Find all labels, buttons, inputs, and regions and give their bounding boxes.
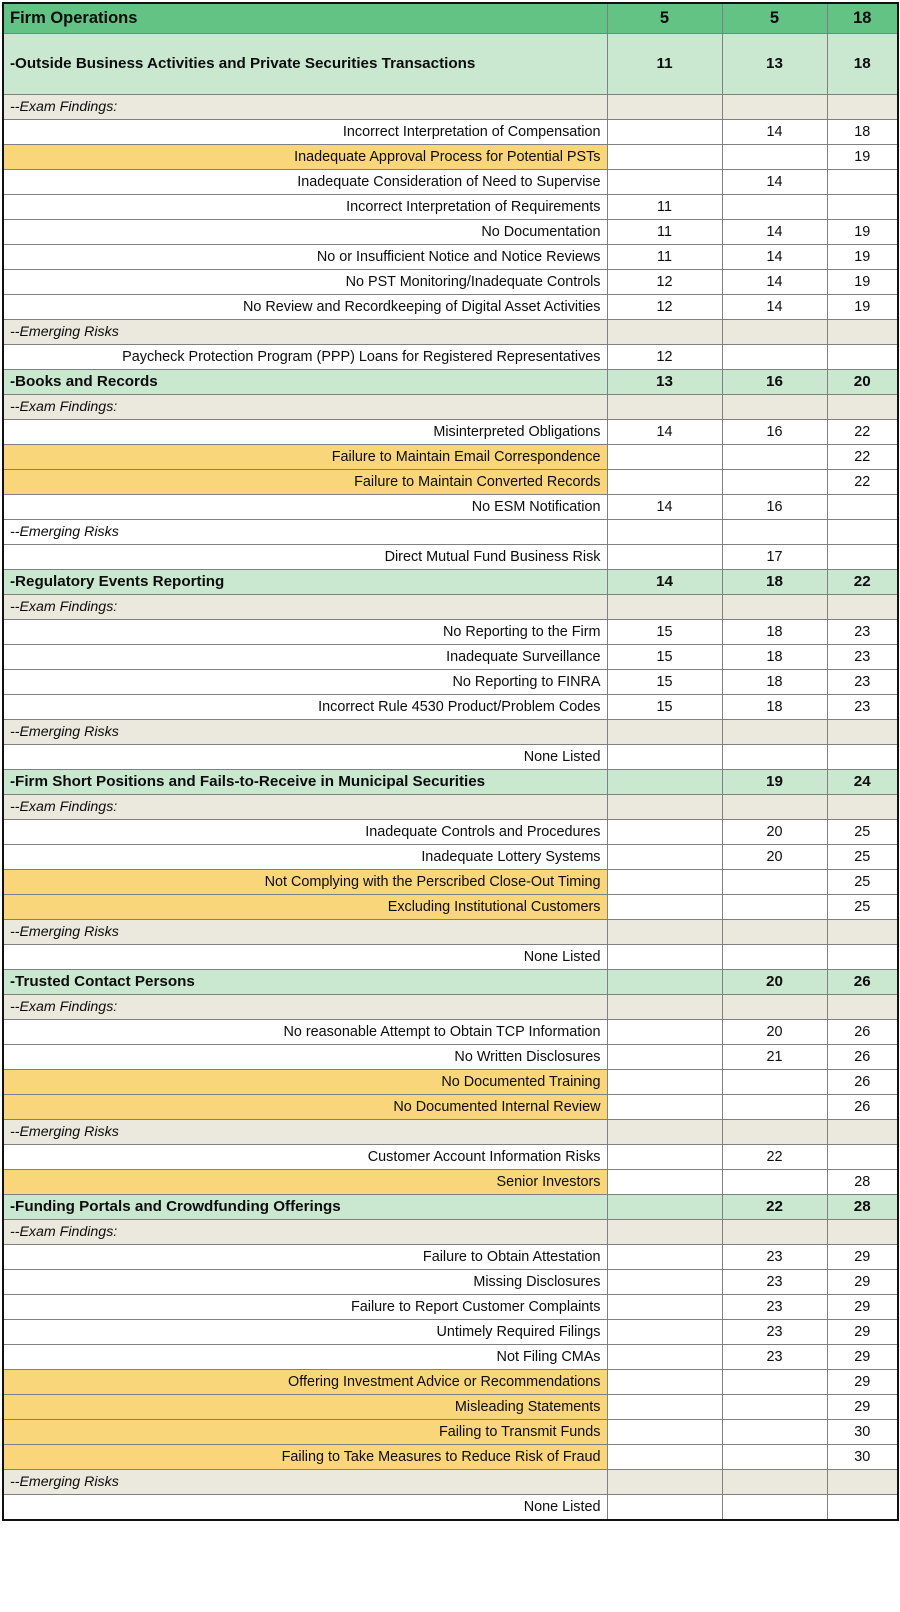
table-row[interactable] (3, 1445, 898, 1470)
page-number-cell-2[interactable] (722, 320, 827, 345)
table-header-row[interactable] (3, 3, 898, 34)
subheading-row[interactable] (3, 395, 898, 420)
row-label-cell[interactable]: No Documented Internal Review (3, 1095, 607, 1120)
page-number-cell-3[interactable]: 29 (827, 1295, 898, 1320)
page-number-cell-2[interactable]: 23 (722, 1345, 827, 1370)
row-label-cell[interactable]: Untimely Required Filings (3, 1320, 607, 1345)
subheading-row[interactable] (3, 320, 898, 345)
page-number-cell-2[interactable] (722, 720, 827, 745)
row-label-cell[interactable]: --Exam Findings: (3, 95, 607, 120)
page-number-cell-1[interactable]: 13 (607, 370, 722, 395)
table-row[interactable] (3, 170, 898, 195)
page-number-cell-3[interactable]: 23 (827, 695, 898, 720)
page-number-cell-3[interactable] (827, 1470, 898, 1495)
page-number-cell-1[interactable] (607, 745, 722, 770)
page-number-cell-3[interactable] (827, 345, 898, 370)
subheading-row[interactable] (3, 995, 898, 1020)
page-number-cell-3[interactable]: 28 (827, 1170, 898, 1195)
page-number-cell-3[interactable] (827, 395, 898, 420)
page-number-cell-2[interactable] (722, 895, 827, 920)
page-number-cell-1[interactable]: 5 (607, 3, 722, 34)
page-number-cell-3[interactable] (827, 1495, 898, 1521)
page-number-cell-1[interactable] (607, 320, 722, 345)
page-number-cell-1[interactable] (607, 895, 722, 920)
page-number-cell-1[interactable]: 15 (607, 695, 722, 720)
page-number-cell-2[interactable]: 18 (722, 570, 827, 595)
row-label-cell[interactable]: -Regulatory Events Reporting (3, 570, 607, 595)
page-number-cell-3[interactable]: 18 (827, 120, 898, 145)
page-number-cell-1[interactable] (607, 1120, 722, 1145)
page-number-cell-1[interactable] (607, 1145, 722, 1170)
page-number-cell-1[interactable]: 12 (607, 270, 722, 295)
page-number-cell-1[interactable] (607, 945, 722, 970)
row-label-cell[interactable]: Excluding Institutional Customers (3, 895, 607, 920)
page-number-cell-2[interactable]: 19 (722, 770, 827, 795)
row-label-cell[interactable]: --Exam Findings: (3, 395, 607, 420)
row-label-cell[interactable]: -Funding Portals and Crowdfunding Offerings (3, 1195, 607, 1220)
page-number-cell-1[interactable]: 12 (607, 295, 722, 320)
row-label-cell[interactable]: None Listed (3, 1495, 607, 1521)
page-number-cell-1[interactable] (607, 545, 722, 570)
page-number-cell-2[interactable] (722, 795, 827, 820)
table-body (3, 3, 898, 1520)
page-number-cell-1[interactable] (607, 1470, 722, 1495)
table-row[interactable] (3, 545, 898, 570)
page-number-cell-3[interactable]: 26 (827, 1070, 898, 1095)
page-number-cell-2[interactable]: 18 (722, 620, 827, 645)
page-number-cell-2[interactable]: 23 (722, 1245, 827, 1270)
subheading-row[interactable] (3, 520, 898, 545)
page-number-cell-2[interactable]: 14 (722, 170, 827, 195)
page-number-cell-1[interactable]: 11 (607, 245, 722, 270)
page-number-cell-2[interactable] (722, 1420, 827, 1445)
row-label-cell[interactable]: No Written Disclosures (3, 1045, 607, 1070)
row-label-cell[interactable]: No Review and Recordkeeping of Digital Asset Activities (3, 295, 607, 320)
page-number-cell-1[interactable]: 15 (607, 620, 722, 645)
row-label-cell[interactable]: No ESM Notification (3, 495, 607, 520)
table-row[interactable] (3, 145, 898, 170)
page-number-cell-1[interactable]: 15 (607, 645, 722, 670)
table-row[interactable] (3, 345, 898, 370)
table-row[interactable] (3, 1270, 898, 1295)
row-label-cell[interactable]: Incorrect Rule 4530 Product/Problem Codes (3, 695, 607, 720)
row-label-cell[interactable]: No Reporting to FINRA (3, 670, 607, 695)
page-number-cell-3[interactable]: 29 (827, 1395, 898, 1420)
page-number-cell-2[interactable]: 21 (722, 1045, 827, 1070)
row-label-cell[interactable]: -Books and Records (3, 370, 607, 395)
page-number-cell-3[interactable] (827, 520, 898, 545)
page-number-cell-2[interactable]: 5 (722, 3, 827, 34)
table-row[interactable] (3, 1370, 898, 1395)
table-row[interactable] (3, 1170, 898, 1195)
page-number-cell-3[interactable]: 18 (827, 34, 898, 95)
page-number-cell-2[interactable] (722, 1470, 827, 1495)
page-number-cell-2[interactable] (722, 520, 827, 545)
table-row[interactable] (3, 1295, 898, 1320)
row-label-cell[interactable]: No or Insufficient Notice and Notice Reviews (3, 245, 607, 270)
page-number-cell-1[interactable] (607, 770, 722, 795)
section-row[interactable] (3, 34, 898, 95)
page-number-cell-3[interactable]: 22 (827, 445, 898, 470)
page-number-cell-3[interactable] (827, 795, 898, 820)
row-label-cell[interactable]: --Emerging Risks (3, 520, 607, 545)
row-label-cell[interactable]: Failure to Obtain Attestation (3, 1245, 607, 1270)
page-number-cell-2[interactable]: 22 (722, 1145, 827, 1170)
subheading-row[interactable] (3, 95, 898, 120)
page-number-cell-2[interactable]: 14 (722, 295, 827, 320)
page-number-cell-1[interactable]: 12 (607, 345, 722, 370)
page-number-cell-3[interactable]: 26 (827, 1095, 898, 1120)
row-label-cell[interactable]: None Listed (3, 945, 607, 970)
page-number-cell-3[interactable]: 22 (827, 470, 898, 495)
page-number-cell-3[interactable]: 25 (827, 820, 898, 845)
table-row[interactable] (3, 1045, 898, 1070)
page-number-cell-2[interactable] (722, 1220, 827, 1245)
row-label-cell[interactable]: Not Complying with the Perscribed Close-Out Timing (3, 870, 607, 895)
row-label-cell[interactable]: Missing Disclosures (3, 1270, 607, 1295)
page-number-cell-2[interactable]: 20 (722, 820, 827, 845)
page-number-cell-3[interactable]: 29 (827, 1245, 898, 1270)
page-number-cell-3[interactable]: 29 (827, 1345, 898, 1370)
table-row[interactable] (3, 1345, 898, 1370)
page-number-cell-2[interactable]: 16 (722, 370, 827, 395)
page-number-cell-1[interactable] (607, 395, 722, 420)
page-number-cell-3[interactable]: 25 (827, 845, 898, 870)
page-number-cell-1[interactable] (607, 970, 722, 995)
page-number-cell-3[interactable]: 26 (827, 1020, 898, 1045)
section-row[interactable] (3, 970, 898, 995)
table-row[interactable] (3, 445, 898, 470)
page-number-cell-3[interactable] (827, 320, 898, 345)
page-number-cell-2[interactable] (722, 1120, 827, 1145)
page-number-cell-1[interactable] (607, 1220, 722, 1245)
page-number-cell-3[interactable]: 29 (827, 1270, 898, 1295)
page-number-cell-3[interactable]: 28 (827, 1195, 898, 1220)
row-label-cell[interactable]: --Exam Findings: (3, 595, 607, 620)
page-number-cell-1[interactable] (607, 170, 722, 195)
page-number-cell-1[interactable] (607, 1020, 722, 1045)
table-row[interactable] (3, 420, 898, 445)
page-number-cell-1[interactable] (607, 1395, 722, 1420)
page-number-cell-3[interactable]: 18 (827, 3, 898, 34)
page-number-cell-3[interactable] (827, 920, 898, 945)
page-number-cell-1[interactable] (607, 1495, 722, 1521)
row-label-cell[interactable]: Inadequate Consideration of Need to Supervise (3, 170, 607, 195)
table-row[interactable] (3, 1095, 898, 1120)
row-label-cell[interactable]: Senior Investors (3, 1170, 607, 1195)
page-number-cell-2[interactable]: 13 (722, 34, 827, 95)
page-number-cell-1[interactable] (607, 1295, 722, 1320)
subheading-row[interactable] (3, 720, 898, 745)
page-number-cell-2[interactable] (722, 1370, 827, 1395)
page-number-cell-3[interactable] (827, 1145, 898, 1170)
page-number-cell-1[interactable] (607, 995, 722, 1020)
page-number-cell-3[interactable]: 29 (827, 1370, 898, 1395)
page-number-cell-2[interactable]: 18 (722, 670, 827, 695)
page-number-cell-2[interactable] (722, 95, 827, 120)
section-row[interactable] (3, 370, 898, 395)
page-number-cell-2[interactable] (722, 145, 827, 170)
page-number-cell-3[interactable]: 23 (827, 670, 898, 695)
page-number-cell-1[interactable] (607, 445, 722, 470)
row-label-cell[interactable]: Customer Account Information Risks (3, 1145, 607, 1170)
row-label-cell[interactable]: Direct Mutual Fund Business Risk (3, 545, 607, 570)
row-label-cell[interactable]: Failure to Maintain Email Correspondence (3, 445, 607, 470)
page-number-cell-3[interactable] (827, 595, 898, 620)
page-number-cell-3[interactable] (827, 945, 898, 970)
page-number-cell-1[interactable]: 11 (607, 220, 722, 245)
page-number-cell-2[interactable]: 20 (722, 1020, 827, 1045)
table-row[interactable] (3, 1495, 898, 1521)
page-number-cell-2[interactable]: 14 (722, 120, 827, 145)
page-number-cell-1[interactable] (607, 1445, 722, 1470)
page-number-cell-3[interactable]: 26 (827, 970, 898, 995)
page-number-cell-3[interactable] (827, 995, 898, 1020)
table-row[interactable] (3, 120, 898, 145)
table-row[interactable] (3, 295, 898, 320)
page-number-cell-3[interactable] (827, 170, 898, 195)
table-row[interactable] (3, 895, 898, 920)
table-row[interactable] (3, 245, 898, 270)
row-label-cell[interactable]: Firm Operations (3, 3, 607, 34)
page-number-cell-3[interactable]: 19 (827, 295, 898, 320)
page-number-cell-1[interactable] (607, 1070, 722, 1095)
page-number-cell-3[interactable] (827, 495, 898, 520)
row-label-cell[interactable]: --Emerging Risks (3, 320, 607, 345)
page-number-cell-1[interactable] (607, 95, 722, 120)
table-row[interactable] (3, 470, 898, 495)
page-number-cell-2[interactable]: 16 (722, 420, 827, 445)
table-row[interactable] (3, 1420, 898, 1445)
row-label-cell[interactable]: No PST Monitoring/Inadequate Controls (3, 270, 607, 295)
section-row[interactable] (3, 1195, 898, 1220)
page-number-cell-1[interactable] (607, 595, 722, 620)
page-number-cell-2[interactable]: 23 (722, 1295, 827, 1320)
page-number-cell-1[interactable] (607, 820, 722, 845)
page-number-cell-2[interactable] (722, 445, 827, 470)
page-number-cell-2[interactable] (722, 870, 827, 895)
page-number-cell-1[interactable] (607, 720, 722, 745)
row-label-cell[interactable]: Misinterpreted Obligations (3, 420, 607, 445)
page-number-cell-1[interactable]: 14 (607, 495, 722, 520)
page-number-cell-1[interactable]: 11 (607, 195, 722, 220)
row-label-cell[interactable]: Offering Investment Advice or Recommendations (3, 1370, 607, 1395)
row-label-cell[interactable]: Incorrect Interpretation of Compensation (3, 120, 607, 145)
page-number-cell-3[interactable] (827, 195, 898, 220)
table-row[interactable] (3, 620, 898, 645)
page-number-cell-3[interactable] (827, 1120, 898, 1145)
table-row[interactable] (3, 1020, 898, 1045)
row-label-cell[interactable]: Incorrect Interpretation of Requirements (3, 195, 607, 220)
page-number-cell-1[interactable] (607, 1095, 722, 1120)
table-row[interactable] (3, 195, 898, 220)
table-row[interactable] (3, 670, 898, 695)
page-number-cell-3[interactable]: 19 (827, 145, 898, 170)
page-number-cell-2[interactable] (722, 1445, 827, 1470)
row-label-cell[interactable]: Failure to Maintain Converted Records (3, 470, 607, 495)
subheading-row[interactable] (3, 595, 898, 620)
page-number-cell-2[interactable]: 20 (722, 970, 827, 995)
section-row[interactable] (3, 770, 898, 795)
row-label-cell[interactable]: -Trusted Contact Persons (3, 970, 607, 995)
page-number-cell-1[interactable] (607, 145, 722, 170)
row-label-cell[interactable]: Inadequate Surveillance (3, 645, 607, 670)
page-number-cell-2[interactable] (722, 945, 827, 970)
row-label-cell[interactable]: --Exam Findings: (3, 795, 607, 820)
table-row[interactable] (3, 695, 898, 720)
table-row[interactable] (3, 1245, 898, 1270)
table-row[interactable] (3, 1395, 898, 1420)
page-number-cell-1[interactable] (607, 1245, 722, 1270)
page-number-cell-2[interactable] (722, 995, 827, 1020)
page-number-cell-1[interactable] (607, 870, 722, 895)
page-number-cell-2[interactable] (722, 1170, 827, 1195)
page-number-cell-2[interactable] (722, 745, 827, 770)
row-label-cell[interactable]: Not Filing CMAs (3, 1345, 607, 1370)
row-label-cell[interactable]: --Emerging Risks (3, 720, 607, 745)
page-number-cell-3[interactable]: 19 (827, 270, 898, 295)
table-row[interactable] (3, 870, 898, 895)
table-row[interactable] (3, 845, 898, 870)
table-row[interactable] (3, 1070, 898, 1095)
page-number-cell-3[interactable]: 23 (827, 645, 898, 670)
row-label-cell[interactable]: -Outside Business Activities and Private Securities Transactions (3, 34, 607, 95)
page-number-cell-2[interactable] (722, 395, 827, 420)
page-number-cell-2[interactable] (722, 195, 827, 220)
row-label-cell[interactable]: --Exam Findings: (3, 1220, 607, 1245)
page-number-cell-1[interactable]: 11 (607, 34, 722, 95)
page-number-cell-1[interactable] (607, 1195, 722, 1220)
page-number-cell-2[interactable] (722, 1070, 827, 1095)
page-number-cell-3[interactable] (827, 545, 898, 570)
page-number-cell-2[interactable]: 18 (722, 695, 827, 720)
page-number-cell-2[interactable] (722, 920, 827, 945)
page-number-cell-3[interactable]: 24 (827, 770, 898, 795)
page-number-cell-1[interactable] (607, 920, 722, 945)
row-label-cell[interactable]: No Reporting to the Firm (3, 620, 607, 645)
row-label-cell[interactable]: --Emerging Risks (3, 1120, 607, 1145)
page-number-cell-1[interactable] (607, 1320, 722, 1345)
row-label-cell[interactable]: Misleading Statements (3, 1395, 607, 1420)
row-label-cell[interactable]: Inadequate Lottery Systems (3, 845, 607, 870)
row-label-cell[interactable]: --Emerging Risks (3, 920, 607, 945)
table-row[interactable] (3, 1320, 898, 1345)
page-number-cell-1[interactable] (607, 470, 722, 495)
page-number-cell-2[interactable]: 14 (722, 220, 827, 245)
page-number-cell-3[interactable]: 25 (827, 870, 898, 895)
page-number-cell-1[interactable]: 14 (607, 420, 722, 445)
page-number-cell-2[interactable] (722, 470, 827, 495)
row-label-cell[interactable]: Inadequate Controls and Procedures (3, 820, 607, 845)
page-number-cell-2[interactable]: 14 (722, 245, 827, 270)
page-number-cell-1[interactable]: 15 (607, 670, 722, 695)
page-number-cell-3[interactable] (827, 1220, 898, 1245)
row-label-cell[interactable]: --Emerging Risks (3, 1470, 607, 1495)
page-number-cell-1[interactable] (607, 520, 722, 545)
table-row[interactable] (3, 220, 898, 245)
page-number-cell-3[interactable] (827, 95, 898, 120)
page-number-cell-1[interactable] (607, 845, 722, 870)
page-number-cell-2[interactable]: 23 (722, 1270, 827, 1295)
page-number-cell-2[interactable]: 23 (722, 1320, 827, 1345)
page-number-cell-3[interactable]: 25 (827, 895, 898, 920)
page-number-cell-1[interactable]: 14 (607, 570, 722, 595)
page-number-cell-1[interactable] (607, 1370, 722, 1395)
row-label-cell[interactable]: Failure to Report Customer Complaints (3, 1295, 607, 1320)
page-number-cell-2[interactable] (722, 1095, 827, 1120)
subheading-row[interactable] (3, 1120, 898, 1145)
row-label-cell[interactable]: None Listed (3, 745, 607, 770)
page-number-cell-2[interactable]: 16 (722, 495, 827, 520)
page-number-cell-3[interactable]: 20 (827, 370, 898, 395)
table-row[interactable] (3, 1145, 898, 1170)
page-number-cell-1[interactable] (607, 795, 722, 820)
page-number-cell-3[interactable]: 26 (827, 1045, 898, 1070)
page-number-cell-2[interactable]: 14 (722, 270, 827, 295)
page-number-cell-3[interactable] (827, 720, 898, 745)
section-row[interactable] (3, 570, 898, 595)
page-number-cell-1[interactable] (607, 1045, 722, 1070)
page-number-cell-3[interactable]: 19 (827, 245, 898, 270)
row-label-cell[interactable]: Failing to Take Measures to Reduce Risk of Fraud (3, 1445, 607, 1470)
row-label-cell[interactable]: No Documented Training (3, 1070, 607, 1095)
page-number-cell-3[interactable]: 19 (827, 220, 898, 245)
table-row[interactable] (3, 270, 898, 295)
table-row[interactable] (3, 820, 898, 845)
subheading-row[interactable] (3, 795, 898, 820)
page-number-cell-2[interactable]: 22 (722, 1195, 827, 1220)
row-label-cell[interactable]: Inadequate Approval Process for Potential PSTs (3, 145, 607, 170)
row-label-cell[interactable]: -Firm Short Positions and Fails-to-Receive in Municipal Securities (3, 770, 607, 795)
page-number-cell-2[interactable] (722, 345, 827, 370)
row-label-cell[interactable]: No Documentation (3, 220, 607, 245)
page-number-cell-3[interactable]: 22 (827, 420, 898, 445)
row-label-cell[interactable]: Failing to Transmit Funds (3, 1420, 607, 1445)
page-number-cell-3[interactable]: 23 (827, 620, 898, 645)
subheading-row[interactable] (3, 1470, 898, 1495)
table-row[interactable] (3, 945, 898, 970)
page-number-cell-3[interactable]: 22 (827, 570, 898, 595)
page-number-cell-3[interactable]: 30 (827, 1445, 898, 1470)
page-number-cell-3[interactable]: 29 (827, 1320, 898, 1345)
subheading-row[interactable] (3, 920, 898, 945)
page-number-cell-2[interactable]: 18 (722, 645, 827, 670)
page-number-cell-2[interactable]: 17 (722, 545, 827, 570)
page-number-cell-1[interactable] (607, 1170, 722, 1195)
page-number-cell-2[interactable] (722, 595, 827, 620)
row-label-cell[interactable]: --Exam Findings: (3, 995, 607, 1020)
page-number-cell-3[interactable]: 30 (827, 1420, 898, 1445)
page-number-cell-1[interactable] (607, 1345, 722, 1370)
row-label-cell[interactable]: Paycheck Protection Program (PPP) Loans for Registered Representatives (3, 345, 607, 370)
page-number-cell-1[interactable] (607, 1270, 722, 1295)
page-number-cell-1[interactable] (607, 1420, 722, 1445)
page-number-cell-1[interactable] (607, 120, 722, 145)
findings-table (2, 2, 899, 1521)
table-row[interactable] (3, 645, 898, 670)
table-row[interactable] (3, 495, 898, 520)
row-label-cell[interactable]: No reasonable Attempt to Obtain TCP Information (3, 1020, 607, 1045)
table-row[interactable] (3, 745, 898, 770)
page-number-cell-3[interactable] (827, 745, 898, 770)
subheading-row[interactable] (3, 1220, 898, 1245)
page-number-cell-2[interactable] (722, 1495, 827, 1521)
page-number-cell-2[interactable] (722, 1395, 827, 1420)
page-number-cell-2[interactable]: 20 (722, 845, 827, 870)
